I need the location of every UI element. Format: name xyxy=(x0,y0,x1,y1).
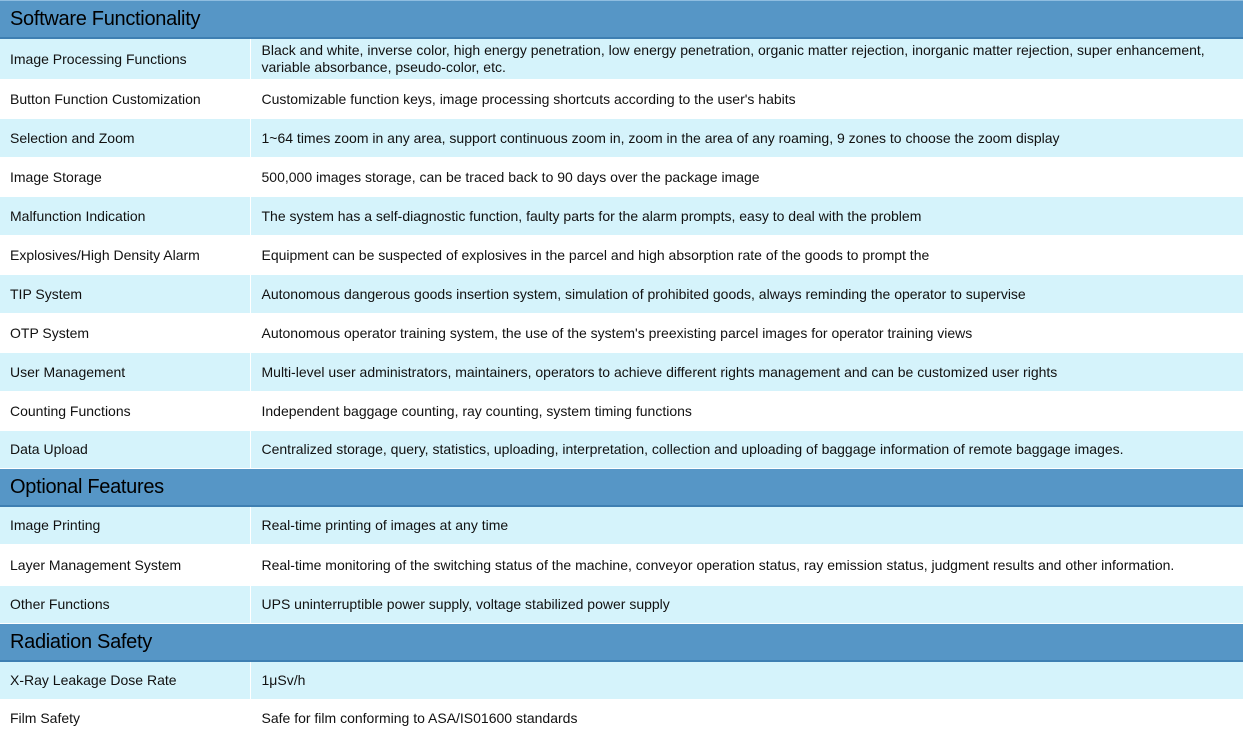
row-label: Other Functions xyxy=(0,586,250,624)
section-title: Radiation Safety xyxy=(0,624,1243,662)
row-value: Black and white, inverse color, high energy penetration, low energy penetration, organic matter rejection, inorganic matter rejection, super enhancement, variable absorbance, pseudo-color, etc. xyxy=(250,38,1243,80)
table-row xyxy=(0,119,1243,158)
row-label: Image Storage xyxy=(0,158,250,197)
table-row xyxy=(0,661,1243,700)
row-label: Button Function Customization xyxy=(0,80,250,119)
section-header-radiation-safety xyxy=(0,624,1243,662)
row-label: X-Ray Leakage Dose Rate xyxy=(0,661,250,700)
table-row xyxy=(0,197,1243,236)
row-value: Independent baggage counting, ray counting, system timing functions xyxy=(250,392,1243,431)
row-value: 1~64 times zoom in any area, support continuous zoom in, zoom in the area of any roaming, 9 zones to choose the zoom display xyxy=(250,119,1243,158)
row-value: Real-time monitoring of the switching status of the machine, conveyor operation status, ray emission status, judgment results and other information. xyxy=(250,545,1243,586)
row-value: Autonomous operator training system, the use of the system's preexisting parcel images for operator training views xyxy=(250,314,1243,353)
row-label: User Management xyxy=(0,353,250,392)
table-row xyxy=(0,700,1243,733)
row-value: Equipment can be suspected of explosives in the parcel and high absorption rate of the goods to prompt the xyxy=(250,236,1243,275)
table-row xyxy=(0,392,1243,431)
section-title: Optional Features xyxy=(0,469,1243,507)
row-label: Layer Management System xyxy=(0,545,250,586)
section-header-optional-features xyxy=(0,469,1243,507)
table-row xyxy=(0,545,1243,586)
table-row xyxy=(0,236,1243,275)
section-title: Software Functionality xyxy=(0,1,1243,39)
table-row xyxy=(0,314,1243,353)
row-value: Multi-level user administrators, maintainers, operators to achieve different rights management and can be customized user rights xyxy=(250,353,1243,392)
row-value: Real-time printing of images at any time xyxy=(250,506,1243,545)
row-label: Image Processing Functions xyxy=(0,38,250,80)
table-row xyxy=(0,275,1243,314)
row-value: Autonomous dangerous goods insertion system, simulation of prohibited goods, always reminding the operator to supervise xyxy=(250,275,1243,314)
row-label: Data Upload xyxy=(0,431,250,469)
row-value: The system has a self-diagnostic function, faulty parts for the alarm prompts, easy to deal with the problem xyxy=(250,197,1243,236)
table-row xyxy=(0,353,1243,392)
row-label: Image Printing xyxy=(0,506,250,545)
table-row xyxy=(0,431,1243,469)
table-row xyxy=(0,158,1243,197)
row-value: Customizable function keys, image processing shortcuts according to the user's habits xyxy=(250,80,1243,119)
table-row xyxy=(0,38,1243,80)
section-header-software-functionality xyxy=(0,1,1243,39)
row-value: UPS uninterruptible power supply, voltage stabilized power supply xyxy=(250,586,1243,624)
row-label: TIP System xyxy=(0,275,250,314)
table-row xyxy=(0,586,1243,624)
table-row xyxy=(0,80,1243,119)
row-label: Selection and Zoom xyxy=(0,119,250,158)
row-label: OTP System xyxy=(0,314,250,353)
row-value: Centralized storage, query, statistics, uploading, interpretation, collection and uploading of baggage information of remote baggage images. xyxy=(250,431,1243,469)
row-label: Film Safety xyxy=(0,700,250,733)
table-row xyxy=(0,506,1243,545)
row-value: 1μSv/h xyxy=(250,661,1243,700)
row-label: Counting Functions xyxy=(0,392,250,431)
row-value: 500,000 images storage, can be traced back to 90 days over the package image xyxy=(250,158,1243,197)
row-label: Malfunction Indication xyxy=(0,197,250,236)
row-label: Explosives/High Density Alarm xyxy=(0,236,250,275)
row-value: Safe for film conforming to ASA/IS01600 standards xyxy=(250,700,1243,733)
